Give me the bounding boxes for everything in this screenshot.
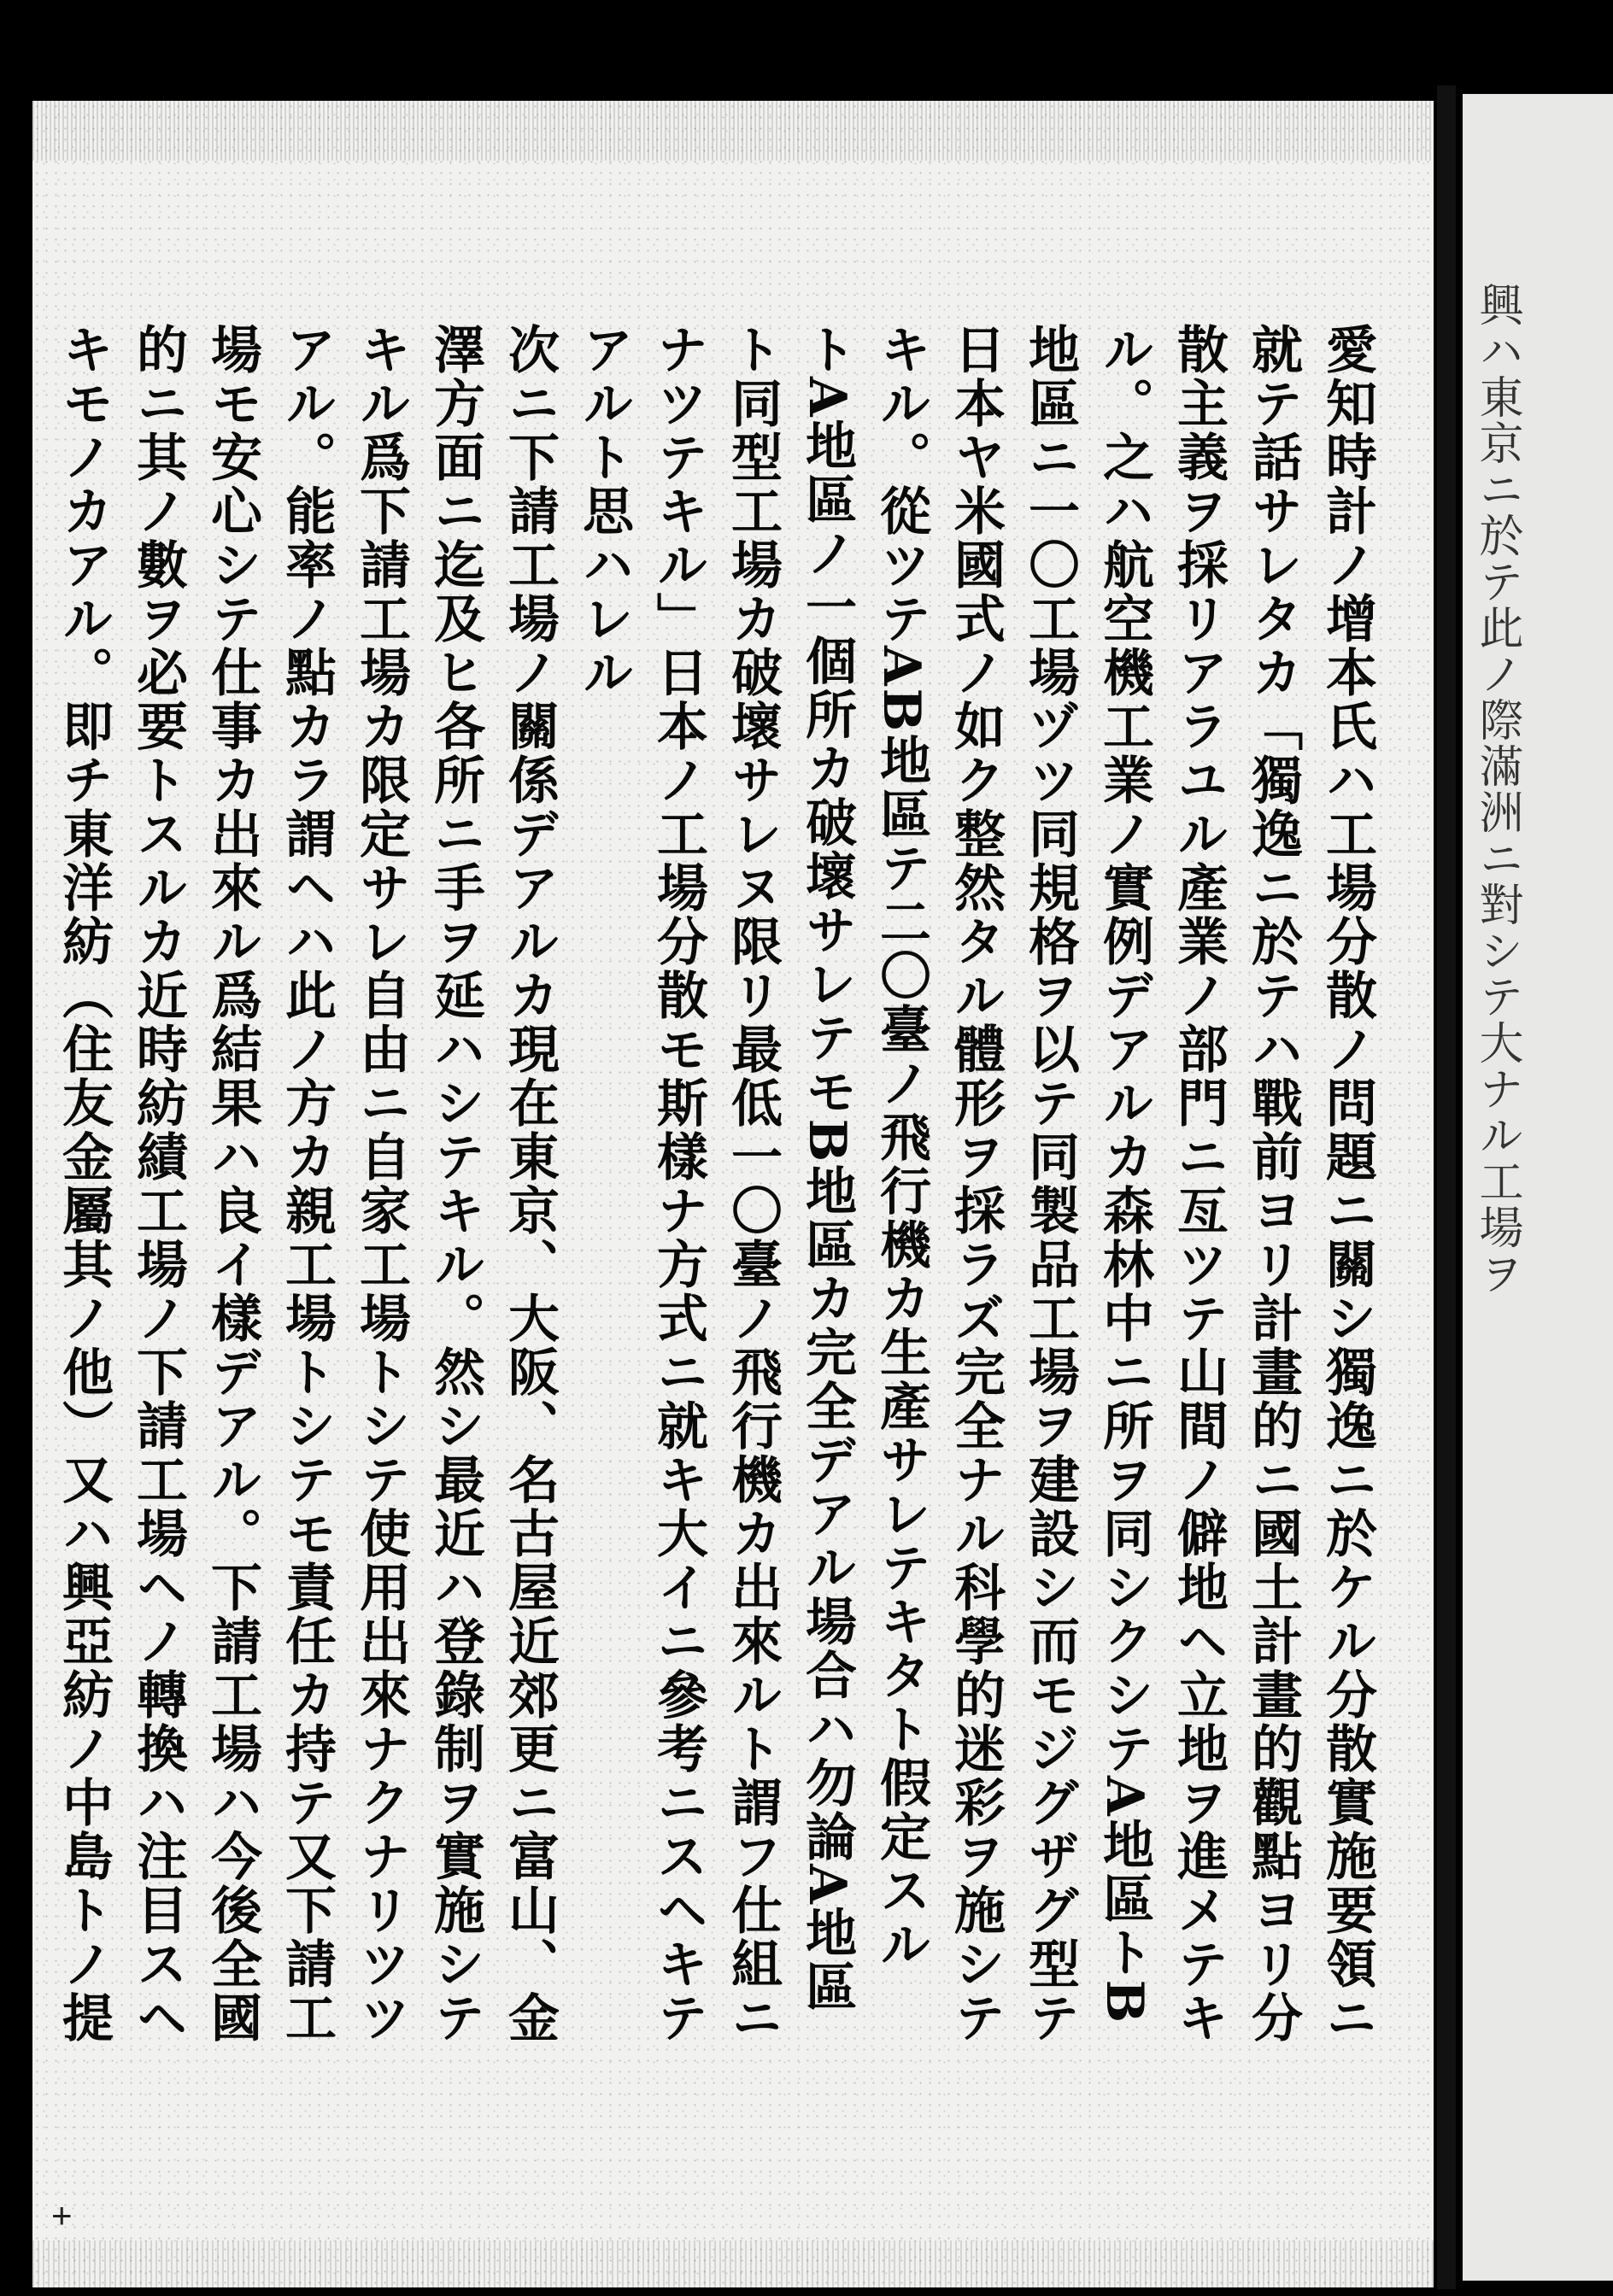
text-column: キル。從ツテAB地區テ二〇臺ノ飛行機カ生產サレテキタト假定スル <box>871 323 931 1972</box>
text-column: 澤方面ニ迄及ヒ各所ニ手ヲ延ハシテキル。然シ最近ハ登錄制ヲ實施シテ <box>425 323 485 2045</box>
text-column: アル。能率ノ點カラ謂ヘハ此ノ方カ親工場トシテモ責任カ持テ又下請工 <box>277 323 337 2045</box>
text-column: 場モ安心シテ仕事カ出來ル爲結果ハ良イ樣デアル。下請工場ハ今後全國 <box>202 323 262 2045</box>
page-bottom-edge-shadow <box>32 2240 1434 2287</box>
vertical-text-body <box>54 323 1384 2117</box>
book-binding-gutter <box>1437 85 1456 2289</box>
text-column: ル。之ハ航空機工業ノ實例デアルカ森林中ニ所ヲ同シクシテA地區トB <box>1094 323 1154 2026</box>
corner-tick-mark: + <box>51 2195 73 2235</box>
text-column: 就テ話サレタカ「獨逸ニ於テハ戰前ヨリ計畫的ニ國土計畫的觀點ヨリ分 <box>1243 323 1303 2045</box>
text-column: アルト思ハレル <box>574 323 634 700</box>
text-column: 愛知時計ノ增本氏ハ工場分散ノ問題ニ關シ獨逸ニ於ケル分散實施要領ニ <box>1317 323 1377 2045</box>
page-top-edge-shadow <box>32 101 1434 161</box>
text-column: ナツテキル」日本ノ工場分散モ斯樣ナ方式ニ就キ大イニ參考ニスヘキテ <box>648 323 708 2045</box>
text-column: キモノカアル。即チ東洋紡（住友金屬其ノ他）又ハ興亞紡ノ中島トノ提 <box>54 323 114 2045</box>
text-column: トA地區ノ一個所カ破壞サレテモB地區カ完全デアル場合ハ勿論A地區 <box>797 323 857 2014</box>
text-column: 地區ニ一〇工場ヅツ同規格ヲ以テ同製品工場ヲ建設シ而モジグザグ型テ <box>1020 323 1080 2045</box>
text-column: キル爲下請工場カ限定サレ自由ニ自家工場トシテ使用出來ナクナリツツ <box>351 323 411 2045</box>
adjacent-page-edge <box>1463 94 1613 2281</box>
text-column: 次ニ下請工場ノ關係デアルカ現在東京、大阪、名古屋近郊更ニ富山、金 <box>500 323 560 2045</box>
text-column: 日本ヤ米國式ノ如ク整然タル體形ヲ採ラズ完全ナル科學的迷彩ヲ施シテ <box>946 323 1006 2045</box>
adjacent-page-text: 興ハ東京ニ於テ此ノ際滿洲ニ對シテ大ナル工場ヲ <box>1471 282 1522 1297</box>
text-column: 散主義ヲ採リアラユル產業ノ部門ニ亙ツテ山間ノ僻地ヘ立地ヲ進メテキ <box>1169 323 1229 2045</box>
text-column: ト同型工場カ破壞サレヌ限リ最低一〇臺ノ飛行機カ出來ルト謂フ仕組ニ <box>723 323 783 2045</box>
text-column: 的ニ其ノ數ヲ必要トスルカ近時紡績工場ノ下請工場ヘノ轉換ハ注目スヘ <box>128 323 188 2045</box>
